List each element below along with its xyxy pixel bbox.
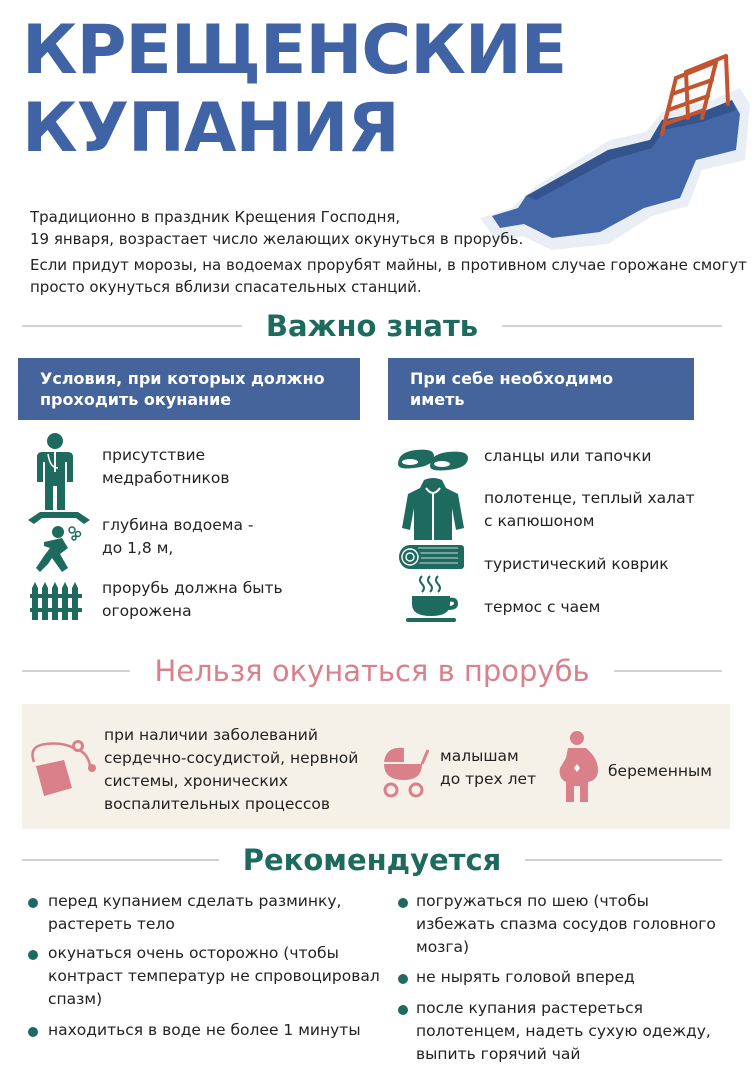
slippers-icon bbox=[396, 444, 470, 472]
bring-item-tea: термос с чаем bbox=[484, 598, 601, 616]
bullet bbox=[398, 974, 408, 984]
bring-item-mat: туристический коврик bbox=[484, 555, 669, 573]
divider bbox=[22, 325, 242, 327]
important-heading: Важно знать bbox=[265, 309, 479, 343]
condition-item-medics: присутствие медработников bbox=[102, 446, 230, 487]
recommended-heading: Рекомендуется bbox=[242, 843, 502, 877]
bullet bbox=[28, 1027, 38, 1037]
divider bbox=[22, 859, 219, 861]
tonometer-icon bbox=[28, 738, 98, 800]
recommended-right-item: погружаться по шею (чтобы избежать спазма сосудов головного мозга) bbox=[416, 892, 716, 956]
title-line-1: КРЕЩЕНСКИЕ bbox=[22, 11, 567, 90]
intro-paragraph-2: Если придут морозы, на водоемах прорубят майны, в противном случае горожане смогут просто окунуться вблизи спасательных станций. bbox=[30, 256, 747, 296]
forbidden-item-diseases: при наличии заболеваний сердечно-сосудистой, нервной системы, хронических воспалительных процессов bbox=[104, 726, 359, 813]
mat-icon bbox=[398, 544, 464, 570]
conditions-header: Условия, при которых должно проходить окунание bbox=[18, 358, 360, 420]
important-heading-row bbox=[22, 306, 722, 346]
pregnant-icon bbox=[554, 730, 600, 804]
bathrobe-icon bbox=[402, 478, 464, 540]
condition-item-fence: прорубь должна быть огорожена bbox=[102, 579, 283, 620]
recommended-left-item: перед купанием сделать разминку, растереть тело bbox=[48, 892, 342, 933]
forbidden-item-pregnant: беременным bbox=[608, 762, 712, 780]
bullet bbox=[398, 1005, 408, 1015]
divider bbox=[502, 325, 722, 327]
diver-icon bbox=[28, 512, 90, 576]
forbidden-heading: Нельзя окунаться в прорубь bbox=[154, 654, 590, 688]
recommended-right-item: не нырять головой вперед bbox=[416, 968, 635, 986]
condition-item-depth: глубина водоема - до 1,8 м, bbox=[102, 516, 254, 557]
title-line-2: КУПАНИЯ bbox=[22, 89, 399, 168]
stroller-icon bbox=[378, 744, 430, 798]
bring-header: При себе необходимо иметь bbox=[388, 358, 694, 420]
recommended-left-item: находиться в воде не более 1 минуты bbox=[48, 1021, 361, 1039]
intro-paragraph-1: Традиционно в праздник Крещения Господня, 19 января, возрастает число желающих окунуться в прорубь. bbox=[30, 208, 524, 248]
recommended-right-item: после купания растереться полотенцем, надеть сухую одежду, выпить горячий чай bbox=[416, 999, 711, 1063]
recommended-heading-row bbox=[22, 840, 722, 880]
forbidden-heading-row bbox=[22, 651, 722, 691]
divider bbox=[22, 670, 130, 672]
medic-icon bbox=[34, 432, 76, 512]
bullet bbox=[28, 898, 38, 908]
tea-cup-icon bbox=[404, 574, 462, 622]
bring-item-slippers: сланцы или тапочки bbox=[484, 447, 652, 465]
recommended-left-item: окунаться очень осторожно (чтобы контраст температур не спровоцировал спазм) bbox=[48, 944, 380, 1008]
fence-icon bbox=[30, 580, 82, 622]
forbidden-item-babies: малышам до трех лет bbox=[440, 747, 537, 788]
divider bbox=[614, 670, 722, 672]
bullet bbox=[28, 950, 38, 960]
bullet bbox=[398, 898, 408, 908]
divider bbox=[525, 859, 722, 861]
bring-item-bathrobe: полотенце, теплый халат с капюшоном bbox=[484, 489, 695, 530]
